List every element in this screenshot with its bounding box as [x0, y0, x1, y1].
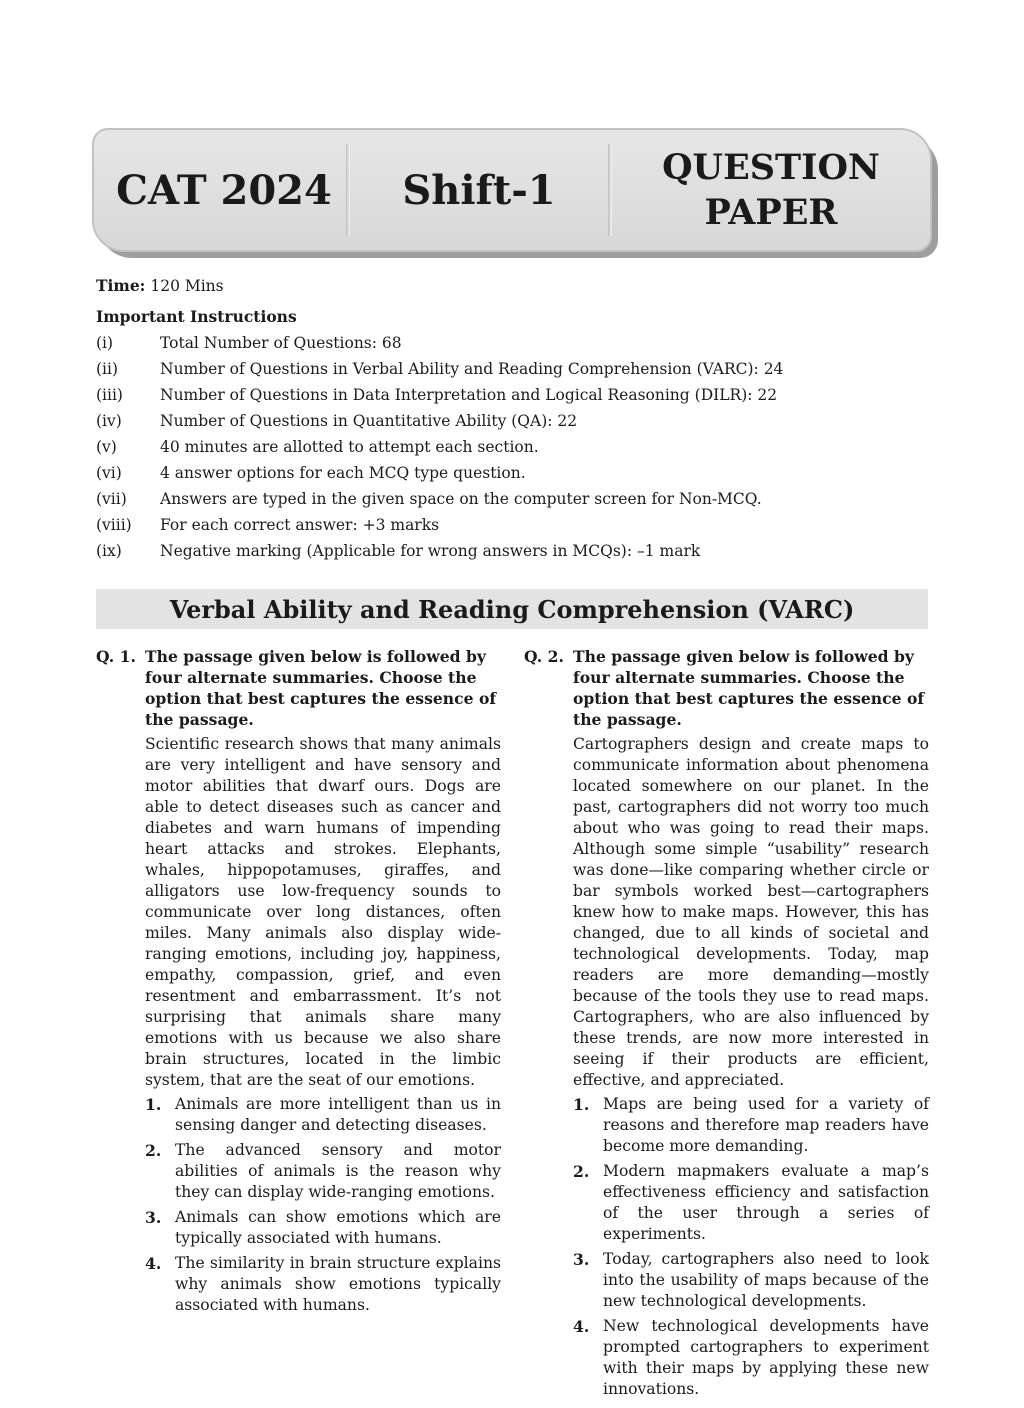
instruction-item — [96, 488, 936, 514]
answer-option[interactable] — [145, 1140, 501, 1203]
instruction-item — [96, 436, 936, 462]
option-text: The similarity in brain structure explains why animals show emotions typically associated with humans. — [175, 1254, 501, 1314]
instruction-item — [96, 358, 936, 384]
option-text: Today, cartographers also need to look into the usability of maps because of the new technological developments. — [603, 1250, 929, 1310]
instruction-item — [96, 384, 936, 410]
instruction-number: (vi) — [96, 464, 122, 482]
instruction-text: Answers are typed in the given space on the computer screen for Non-MCQ. — [160, 490, 762, 508]
instruction-number: (iv) — [96, 412, 122, 430]
answer-option[interactable] — [573, 1316, 929, 1400]
instruction-text: 40 minutes are allotted to attempt each section. — [160, 438, 539, 456]
doc-type-title — [612, 130, 930, 250]
question-header — [96, 646, 501, 730]
option-number: 3. — [145, 1208, 162, 1227]
answer-option[interactable] — [145, 1207, 501, 1249]
question-passage: Cartographers design and create maps to communicate information about phenomena located somewhere on our planet. In the past, cartographers did not worry too much about who was going to read their maps. Although some simple “usability” research was done—like comparing whether circle or bar symbols worked best—cartographers knew how to make maps. However, this has changed, due to all kinds of societal and technological developments. Today, map readers are more demanding—mostly because of the tools they use to read maps. Cartographers, who are also influenced by these trends, are now more interested in seeing if their products are efficient, effective, and appreciated. — [573, 735, 929, 1089]
shift-title: Shift-1 — [402, 166, 556, 214]
option-text: Maps are being used for a variety of reasons and therefore map readers have become more demanding. — [603, 1095, 929, 1155]
option-number: 1. — [145, 1095, 162, 1114]
instruction-item — [96, 540, 936, 566]
answer-options — [145, 1094, 501, 1316]
instruction-item — [96, 462, 936, 488]
instructions-list — [96, 332, 936, 566]
doc-type-line2: PAPER — [704, 192, 838, 233]
time-value: 120 Mins — [150, 277, 224, 295]
answer-option[interactable] — [145, 1253, 501, 1316]
question-prompt: The passage given below is followed by four alternate summaries. Choose the option that best captures the essence of the passage. — [145, 647, 497, 729]
title-banner — [92, 128, 932, 252]
answer-options — [573, 1094, 929, 1400]
instruction-item — [96, 514, 936, 540]
question-2 — [524, 646, 929, 1404]
answer-option[interactable] — [145, 1094, 501, 1136]
time-label: Time: — [96, 276, 146, 295]
instruction-number: (i) — [96, 334, 114, 352]
option-text: Animals are more intelligent than us in sensing danger and detecting diseases. — [175, 1095, 501, 1134]
option-text: New technological developments have prompted cartographers to experiment with their maps by applying these new innovations. — [603, 1317, 929, 1398]
option-number: 1. — [573, 1095, 590, 1114]
time-info — [96, 276, 224, 295]
instruction-text: Number of Questions in Data Interpretation and Logical Reasoning (DILR): 22 — [160, 386, 778, 404]
instruction-number: (viii) — [96, 516, 132, 534]
instruction-number: (vii) — [96, 490, 127, 508]
instruction-text: For each correct answer: +3 marks — [160, 516, 440, 534]
question-passage: Scientific research shows that many animals are very intelligent and have sensory and motor abilities that dwarf ours. Dogs are able to detect diseases such as cancer and diabetes and warn humans of impending heart attacks and strokes. Elephants, whales, hippopotamuses, giraffes, and alligators use low-frequency sounds to communicate over long distances, often miles. Many animals also display wide-ranging emotions, including joy, happiness, empathy, compassion, grief, and even resentment and embarrassment. It’s not surprising that animals share many emotions with us because we also share brain structures, located in the limbic system, that are the seat of our emotions. — [145, 735, 501, 1089]
answer-option[interactable] — [573, 1161, 929, 1245]
instruction-text: Number of Questions in Verbal Ability and Reading Comprehension (VARC): 24 — [160, 360, 784, 378]
instruction-number: (ii) — [96, 360, 119, 378]
banner-body — [92, 128, 932, 252]
option-number: 4. — [573, 1317, 590, 1336]
option-number: 4. — [145, 1254, 162, 1273]
option-number: 2. — [573, 1162, 590, 1181]
option-number: 3. — [573, 1250, 590, 1269]
question-number: Q. 1. — [96, 647, 136, 666]
instructions-heading: Important Instructions — [96, 307, 297, 326]
exam-title: CAT 2024 — [116, 166, 332, 214]
instruction-text: Total Number of Questions: 68 — [160, 334, 402, 352]
instruction-number: (iii) — [96, 386, 123, 404]
question-header — [524, 646, 929, 730]
instruction-number: (ix) — [96, 542, 122, 560]
instruction-text: Number of Questions in Quantitative Ability (QA): 22 — [160, 412, 578, 430]
option-text: Modern mapmakers evaluate a map’s effectiveness efficiency and satisfaction of the user through a series of experiments. — [603, 1162, 929, 1243]
doc-type-line1: QUESTION — [662, 147, 880, 188]
answer-option[interactable] — [573, 1249, 929, 1312]
option-text: Animals can show emotions which are typically associated with humans. — [175, 1208, 501, 1247]
question-prompt: The passage given below is followed by four alternate summaries. Choose the option that best captures the essence of the passage. — [573, 647, 925, 729]
instruction-item — [96, 332, 936, 358]
section-heading: Verbal Ability and Reading Comprehension (VARC) — [96, 589, 928, 629]
question-number: Q. 2. — [524, 647, 564, 666]
option-number: 2. — [145, 1141, 162, 1160]
instruction-text: Negative marking (Applicable for wrong answers in MCQs): –1 mark — [160, 542, 701, 560]
instruction-number: (v) — [96, 438, 117, 456]
answer-option[interactable] — [573, 1094, 929, 1157]
instruction-text: 4 answer options for each MCQ type question. — [160, 464, 526, 482]
option-text: The advanced sensory and motor abilities of animals is the reason why they can display wide-ranging emotions. — [175, 1141, 501, 1201]
question-1 — [96, 646, 501, 1320]
instruction-item — [96, 410, 936, 436]
